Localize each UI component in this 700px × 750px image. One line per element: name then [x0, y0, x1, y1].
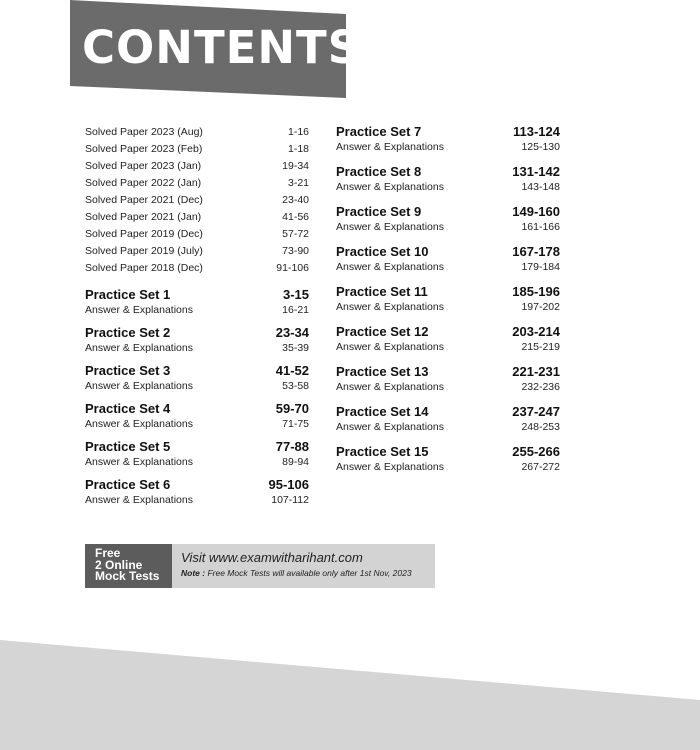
answers-label: Answer & Explanations: [336, 181, 444, 193]
practice-set-entry[interactable]: [85, 477, 309, 515]
practice-set-pages: 149-160: [512, 204, 560, 219]
solved-paper-pages: 57-72: [282, 228, 309, 240]
solved-papers-list: [85, 124, 309, 277]
practice-set-title: Practice Set 2: [85, 325, 171, 340]
solved-paper-label: Solved Paper 2022 (Jan): [85, 177, 202, 189]
practice-sets-left-list: [85, 287, 309, 515]
practice-set-entry[interactable]: [336, 284, 560, 324]
practice-set-entry[interactable]: [336, 364, 560, 404]
answers-pages: 143-148: [521, 181, 560, 193]
practice-set-entry[interactable]: [85, 325, 309, 363]
solved-paper-pages: 19-34: [282, 160, 309, 172]
promo-label-line: 2 Online: [95, 557, 143, 572]
answers-label: Answer & Explanations: [336, 141, 444, 153]
solved-paper-label: Solved Paper 2019 (July): [85, 245, 203, 257]
practice-set-pages: 3-15: [282, 287, 309, 302]
answers-label: Answer & Explanations: [336, 461, 444, 473]
solved-paper-pages: 3-21: [287, 177, 309, 189]
solved-paper-pages: 73-90: [282, 245, 309, 257]
practice-set-pages: 131-142: [512, 164, 560, 179]
solved-paper-pages: 41-56: [282, 211, 309, 223]
solved-paper-row[interactable]: [85, 243, 309, 260]
practice-set-pages: 255-266: [512, 444, 560, 459]
practice-set-entry[interactable]: [336, 164, 560, 204]
practice-set-pages: 59-70: [275, 401, 309, 416]
answers-pages: 248-253: [521, 421, 560, 433]
practice-set-title: Practice Set 7: [336, 124, 422, 139]
mock-test-promo: [85, 544, 435, 588]
practice-set-title: Practice Set 12: [336, 324, 429, 339]
practice-set-entry[interactable]: [85, 363, 309, 401]
practice-set-title: Practice Set 4: [85, 401, 171, 416]
practice-set-entry[interactable]: [336, 444, 560, 484]
answers-pages: 16-21: [282, 304, 309, 316]
answers-pages: 35-39: [282, 342, 309, 354]
answers-pages: 107-112: [271, 494, 309, 506]
promo-note: [181, 566, 412, 580]
practice-set-pages: 167-178: [512, 244, 560, 259]
practice-set-pages: 113-124: [513, 124, 560, 139]
practice-set-title: Practice Set 10: [336, 244, 429, 259]
practice-set-title: Practice Set 13: [336, 364, 429, 379]
practice-set-pages: 221-231: [512, 364, 560, 379]
solved-paper-pages: 1-18: [287, 143, 309, 155]
answers-label: Answer & Explanations: [85, 304, 193, 316]
solved-paper-row[interactable]: [85, 124, 309, 141]
practice-set-entry[interactable]: [85, 287, 309, 325]
answers-label: Answer & Explanations: [85, 456, 193, 468]
contents-left-column: [85, 124, 309, 515]
answers-label: Answer & Explanations: [85, 380, 193, 392]
practice-set-entry[interactable]: [336, 204, 560, 244]
page-title: CONTENTS: [82, 21, 362, 74]
solved-paper-pages: 23-40: [282, 194, 309, 206]
answers-pages: 161-166: [521, 221, 560, 233]
answers-label: Answer & Explanations: [336, 221, 444, 233]
solved-paper-row[interactable]: [85, 226, 309, 243]
answers-label: Answer & Explanations: [85, 494, 193, 506]
promo-note-prefix: Note :: [181, 568, 206, 578]
solved-paper-pages: 91-106: [276, 262, 309, 274]
solved-paper-row[interactable]: [85, 260, 309, 277]
answers-label: Answer & Explanations: [336, 261, 444, 273]
practice-set-entry[interactable]: [336, 124, 560, 164]
practice-set-pages: 77-88: [275, 439, 309, 454]
answers-pages: 179-184: [521, 261, 560, 273]
contents-right-column: [336, 124, 560, 484]
practice-set-title: Practice Set 5: [85, 439, 171, 454]
practice-set-title: Practice Set 6: [85, 477, 171, 492]
solved-paper-label: Solved Paper 2021 (Jan): [85, 211, 202, 223]
practice-set-pages: 95-106: [268, 477, 309, 492]
practice-set-pages: 41-52: [275, 363, 309, 378]
solved-paper-label: Solved Paper 2021 (Dec): [85, 194, 203, 206]
answers-pages: 89-94: [282, 456, 309, 468]
answers-label: Answer & Explanations: [336, 341, 444, 353]
answers-pages: 71-75: [282, 418, 309, 430]
contents-banner: [0, 0, 700, 100]
practice-set-entry[interactable]: [85, 439, 309, 477]
answers-pages: 125-130: [521, 141, 560, 153]
answers-pages: 267-272: [521, 461, 560, 473]
practice-set-title: Practice Set 11: [336, 284, 428, 299]
solved-paper-label: Solved Paper 2023 (Aug): [85, 126, 203, 138]
solved-paper-row[interactable]: [85, 158, 309, 175]
answers-label: Answer & Explanations: [336, 421, 444, 433]
practice-set-title: Practice Set 3: [85, 363, 171, 378]
promo-label-line: Mock Tests: [95, 569, 160, 583]
answers-pages: 215-219: [521, 341, 560, 353]
practice-set-title: Practice Set 8: [336, 164, 422, 179]
promo-label-box: [85, 544, 172, 588]
answers-label: Answer & Explanations: [85, 342, 193, 354]
practice-set-pages: 203-214: [512, 324, 560, 339]
solved-paper-row[interactable]: [85, 192, 309, 209]
practice-set-pages: 23-34: [275, 325, 309, 340]
answers-label: Answer & Explanations: [336, 381, 444, 393]
solved-paper-row[interactable]: [85, 141, 309, 158]
practice-set-pages: 237-247: [512, 404, 560, 419]
promo-text: [172, 544, 412, 588]
practice-set-entry[interactable]: [336, 324, 560, 364]
solved-paper-pages: 1-16: [287, 126, 309, 138]
practice-set-title: Practice Set 1: [85, 287, 171, 302]
practice-set-title: Practice Set 14: [336, 404, 429, 419]
answers-label: Answer & Explanations: [85, 418, 193, 430]
solved-paper-label: Solved Paper 2018 (Dec): [85, 262, 203, 274]
solved-paper-row[interactable]: [85, 175, 309, 192]
solved-paper-label: Solved Paper 2023 (Jan): [85, 160, 202, 172]
practice-set-entry[interactable]: [336, 244, 560, 284]
promo-website-link[interactable]: Visit www.examwitharihant.com: [181, 550, 363, 565]
practice-set-pages: 185-196: [512, 284, 560, 299]
solved-paper-label: Solved Paper 2023 (Feb): [85, 143, 203, 155]
solved-paper-label: Solved Paper 2019 (Dec): [85, 228, 203, 240]
practice-set-title: Practice Set 9: [336, 204, 422, 219]
practice-set-entry[interactable]: [336, 404, 560, 444]
bottom-decorative-band: [0, 620, 700, 750]
promo-note-text: Free Mock Tests will available only after 1st Nov, 2023: [207, 568, 412, 578]
answers-label: Answer & Explanations: [336, 301, 444, 313]
solved-paper-row[interactable]: [85, 209, 309, 226]
practice-set-entry[interactable]: [85, 401, 309, 439]
practice-set-title: Practice Set 15: [336, 444, 429, 459]
promo-label-line: Free: [95, 546, 121, 560]
answers-pages: 232-236: [521, 381, 560, 393]
answers-pages: 197-202: [521, 301, 560, 313]
answers-pages: 53-58: [282, 380, 309, 392]
